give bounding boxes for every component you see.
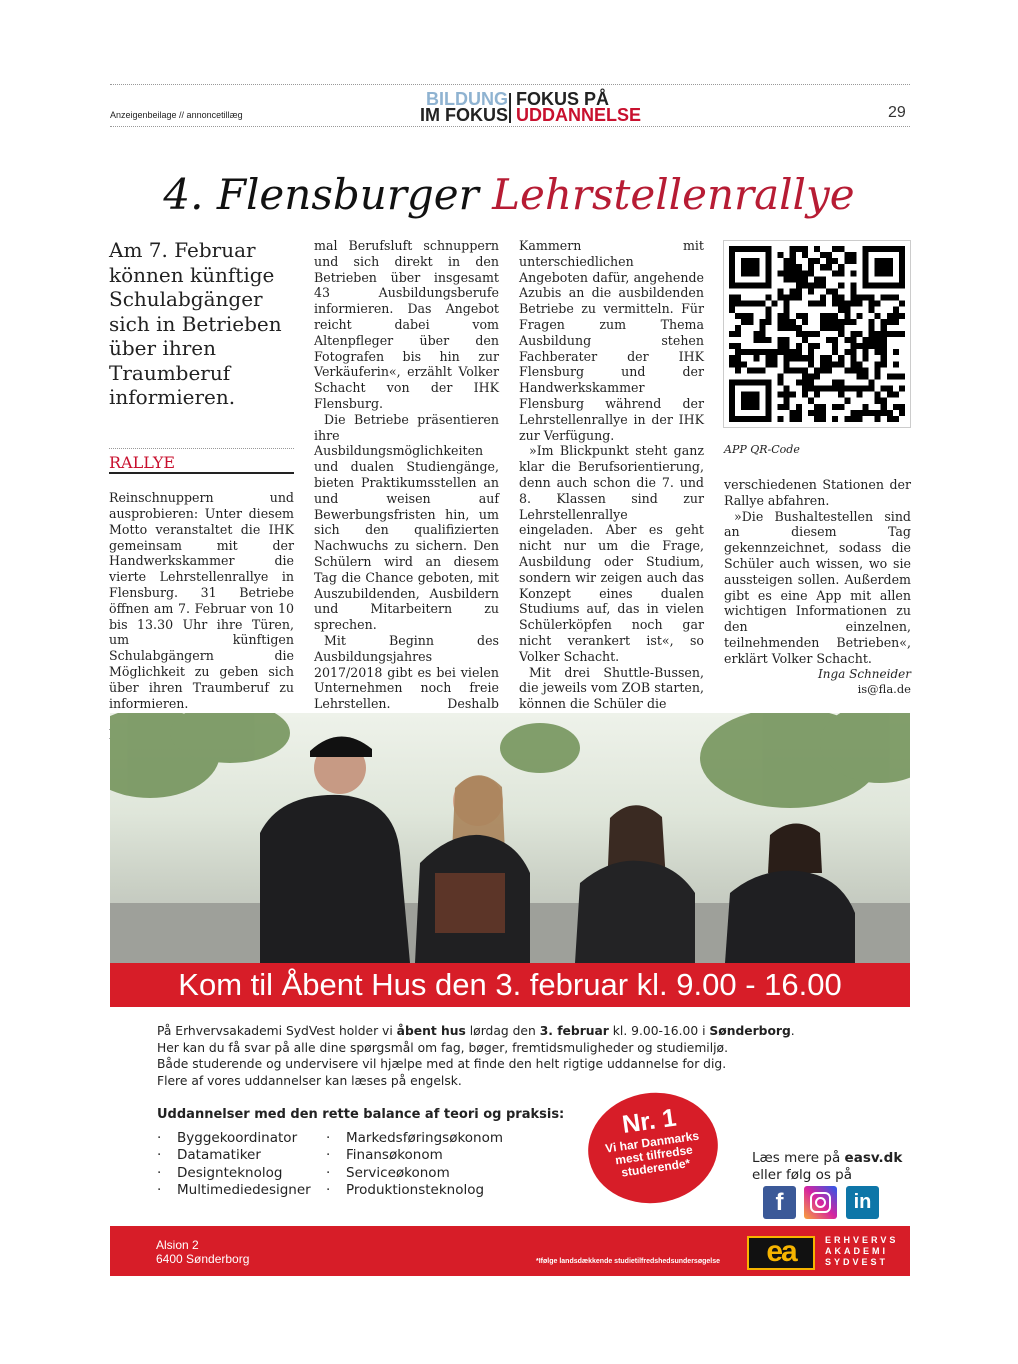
section-rule-bottom [109,472,294,474]
ad-body-line-4: Flere af vores uddannelser kan læses på engelsk. [157,1073,462,1088]
follow-text [752,1150,902,1184]
ad-text-bold: åbent hus [396,1024,466,1038]
ad-banner: Kom til Åbent Hus den 3. februar kl. 9.00 - 16.00 [110,963,910,1007]
logo-divider [509,93,511,123]
section-rule-top [109,448,294,449]
ad-body [157,1023,877,1089]
supplement-label: Anzeigenbeilage // annoncetillæg [110,110,243,120]
col1-paragraph-1: Reinschnuppern und ausprobieren: Unter diesem Motto veranstaltet die IHK gemeinsam mit der Handwerkskammer die vierte Lehrstellenrallye in Flensburg. 31 Betriebe öffnen am 7. Februar von 10 bis 13.30 Uhr ihre Türen, um künftigen Schulabgängern die Möglichkeit zu geben sich über ihren Traumberuf zu informieren. [109,490,294,711]
article-column-2 [314,238,499,728]
header-logo [398,91,668,125]
instagram-icon[interactable] [804,1186,837,1219]
education-list-right [326,1130,503,1199]
ad-text-bold: 3. februar [539,1024,609,1038]
col3-paragraph-2: »Im Blickpunkt steht ganz klar die Berufsorientierung, denn auch schon die 7. und 8. Klassen sind zur Lehrstellenrallye eingeladen. Aber es geht nicht nur um die Frage, Ausbildung oder Studium, sondern wir zeigen auch das Konzept eines dualen Studiums auf, das in vielen Schülerköpfen noch gar nicht verankert ist«, so Volker Schacht. [519,443,704,664]
article-column-1 [109,238,294,743]
person-1 [260,736,410,963]
list-item: · Serviceøkonom [326,1165,503,1182]
follow-text-segment: Læs mere på [752,1150,845,1166]
nr1-badge [581,1084,725,1211]
tree-foliage [110,713,910,808]
person-3 [575,805,695,963]
logo-im-fokus: IM FOKUS [420,105,508,125]
col4-paragraph-1: verschiedenen Stationen der Rallye abfahren. [724,477,911,508]
ad-body-line-3: Både studerende og undervisere vil hjælpe med at finde den helt rigtige uddannelse for dig. [157,1057,727,1071]
follow-line-1 [752,1150,902,1167]
author-name: Inga Schneider [818,666,911,681]
list-item: · Finansøkonom [326,1147,503,1164]
linkedin-icon[interactable]: in [846,1186,879,1219]
col2-paragraph-1: mal Berufsluft schnuppern und sich direkt in den Betrieben über insgesamt 43 Ausbildungsberufe informieren. Das Angebot reicht dabei vom Altenpfleger über den Fotografen bis hin zur Verkäuferin«, erzählt Volker Schacht von der IHK Flensburg. [314,238,499,411]
logo-line-2: AKADEMI [825,1246,888,1256]
ad-body-line-2: Her kan du få svar på alle dine spørgsmål om fag, bøger, fremtidsmuligheder og studiemiljø. [157,1040,728,1055]
education-list-left [157,1130,311,1199]
footer-address-1: Alsion 2 [156,1238,199,1252]
ad-text-bold: Sønderborg [709,1024,791,1038]
list-item: · Multimediedesigner [157,1182,311,1199]
col4-paragraph-2: »Die Bushaltestellen sind an diesem Tag gekennzeichnet, sodass die Schüler auch wissen, wo sie aussteigen sollen. Außerdem gibt es eine App mit allen wichtigen Informationen zu den einzelnen, teilnehmenden Betrieben«, erklärt Volker Schacht. [724,508,911,666]
logo-line-3: SYDVEST [825,1257,889,1267]
title-part-2: Lehrstellenrallye [492,170,855,219]
footer-footnote: *Ifølge landsdækkende studietilfredshedsundersøgelse [536,1258,720,1265]
logo-fokus-paa: FOKUS PÅ [516,89,610,109]
list-item: · Byggekoordinator [157,1130,311,1147]
person-4 [725,823,855,963]
ad-footer [110,1226,910,1276]
footer-address-2: 6400 Sønderborg [156,1252,250,1266]
website-link[interactable]: easv.dk [844,1150,903,1166]
list-item: · Datamatiker [157,1147,311,1164]
ad-text-segment: På Erhvervsakademi SydVest holder vi [157,1024,397,1038]
col3-paragraph-1: Kammern mit unterschiedlichen Angeboten dafür, angehende Azubis an die ausbildenden Betriebe zu vermitteln. Für Fragen zum Thema Ausbildung stehen Fachberater der IHK Flensburg und der Handwerkskammer Flensburg während der Lehrstellenrallye in der IHK zur Verfügung. [519,238,704,443]
logo-bildung: BILDUNG [426,89,508,109]
ad-photo [110,713,910,963]
badge-text: Vi har Danmarks mest tilfredse studerende* [604,1128,700,1180]
title-part-1: 4. Flensburger [163,170,479,219]
ad-body-line-1 [157,1023,877,1040]
ad-text-segment: lørdag den [465,1024,540,1038]
col3-paragraph-3: Mit drei Shuttle-Bussen, die jeweils vom ZOB starten, können die Schüler die [519,664,704,712]
list-item: · Produktionsteknolog [326,1182,503,1199]
article-intro: Am 7. Februar können künftige Schulabgänger sich in Betrieben über ihren Traumberuf informieren. [109,238,282,409]
list-item: · Designteknolog [157,1165,311,1182]
header-bottom-rule [110,126,910,127]
logo-uddannelse: UDDANNELSE [516,105,642,125]
facebook-icon[interactable]: f [763,1186,796,1219]
ad-text-segment: . [790,1024,795,1038]
badge-title: Nr. 1 [620,1103,679,1139]
page-number: 29 [888,104,906,121]
ea-logo-mark [747,1236,815,1270]
col2-paragraph-3: Mit Beginn des Ausbildungsjahres 2017/2018 gibt es bei vielen Unternehmen noch freie Lehrstellen. Deshalb [314,632,499,712]
person-2 [415,775,530,963]
author-email: is@fla.de [857,682,911,697]
qr-code[interactable] [723,240,911,428]
ad-text-segment: kl. 9.00-16.00 i [608,1024,710,1038]
ea-logo-text [825,1235,898,1268]
section-label: RALLYE [109,452,176,472]
article-column-4 [724,477,911,698]
article-column-3 [519,238,704,712]
qr-caption: APP QR-Code [724,443,800,456]
ea-logo-letters: ea [766,1235,796,1268]
article-title [0,170,1018,219]
col2-paragraph-2: Die Betriebe präsentieren ihre Ausbildungsmöglichkeiten und dualen Studiengänge, bieten Praktikumsstellen an und weisen auf Bewerbungsfristen hin, um sich den qualifizierten Nachwuchs zu sichern. Den Schülern wird an diesem Tag die Chance geboten, mit Auszubildenden, Ausbildern und Mitarbeitern zu sprechen. [314,411,499,633]
ad-list-heading: Uddannelser med den rette balance af teori og praksis: [157,1107,565,1122]
logo-line-1: ERHVERVS [825,1235,899,1245]
follow-line-2: eller følg os på [752,1167,853,1183]
list-item: · Markedsføringsøkonom [326,1130,503,1147]
header-top-rule [110,84,910,85]
